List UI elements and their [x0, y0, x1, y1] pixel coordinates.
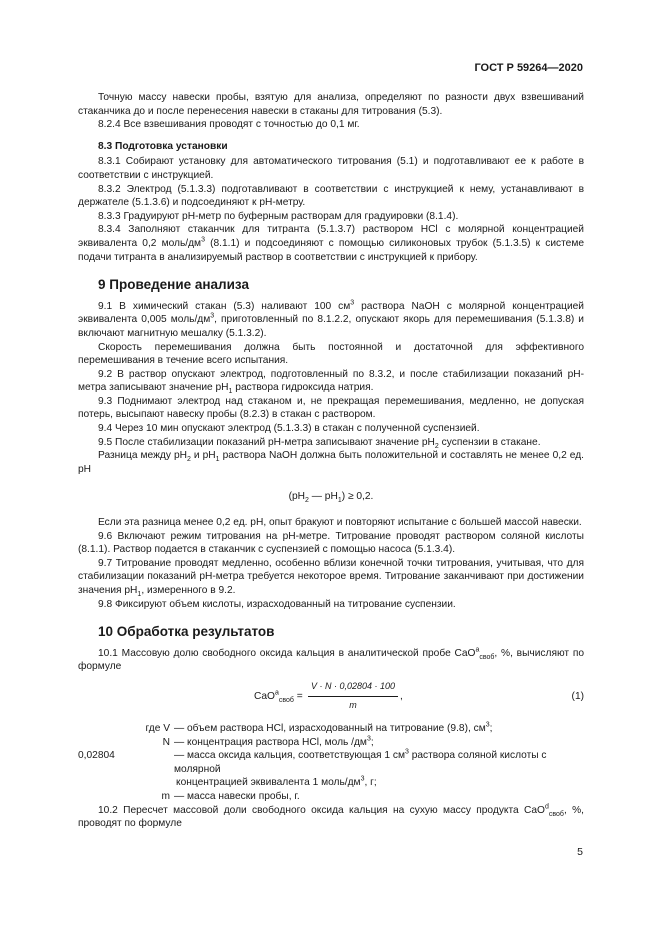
definition-row: [78, 790, 584, 804]
text: 10.2 Пересчет массовой доли свободного оксида кальция на сухую массу продукта CaO: [98, 804, 545, 816]
text: ;: [370, 736, 374, 748]
paragraph: [78, 449, 584, 476]
superscript: а: [475, 646, 480, 654]
subscript: своб: [548, 810, 564, 818]
superscript: 3: [404, 748, 409, 756]
paragraph: [78, 647, 584, 674]
definition-row: [37, 749, 584, 776]
section-title: 9 Проведение анализа: [98, 277, 249, 293]
page-number: 5: [577, 846, 583, 858]
text: 9.8 Фиксируют объем кислоты, израсходованный на титрование суспензии.: [98, 598, 456, 610]
text: 9.4 Через 10 мин опускают электрод (5.1.3.3) в стакан с полученной суспензией.: [98, 423, 480, 435]
text: 8.3.2 Электрод (5.1.3.3) подготавливают в соответствии с инструкцией к нему, устанавливают в держателе (5.1.3.6) и подсоединяют к рН-метру.: [78, 183, 584, 209]
text: раствора NaOH с молярной концентрацией эквивалента 0,005 моль/дм: [78, 300, 584, 326]
definition-symbol: N: [162, 736, 170, 748]
superscript: 3: [201, 236, 205, 244]
paragraph: [78, 598, 584, 612]
text: 8.3.1 Собирают установку для автоматического титрования (5.1) и подготавливают ее к работе в соответствии с инструкцией.: [78, 156, 584, 181]
definition-symbol: где V: [145, 722, 170, 734]
text: суспензии в стакане.: [438, 436, 541, 448]
subscript: 1: [137, 591, 142, 599]
definition-symbol: m: [161, 790, 170, 802]
text: и рН: [190, 450, 216, 462]
text: — рН: [308, 491, 338, 503]
paragraph: [78, 395, 584, 422]
text: (8.1.1) и подсоединяют с помощью силиконовых трубок (5.1.3.5) к системе подачи титранта в анализируемый раствор в соответствии с инструкцией к прибору.: [78, 237, 584, 263]
text: 9.6 Включают режим титрования на рН-метре. Титрование проводят раствором соляной кислоты (8.1.1). Раствор подается в стаканчик с суспензией с помощью насоса (5.1.3.4).: [78, 530, 584, 556]
subscript: своб: [479, 653, 495, 661]
paragraph: [78, 436, 584, 450]
paragraph: [78, 155, 584, 182]
superscript: 3: [485, 721, 490, 729]
text: 10.1 Массовую долю свободного оксида кальция в аналитической пробе CaO: [98, 647, 476, 659]
content: [78, 91, 584, 831]
text: 8.3.4 Заполняют стаканчик для титранта (5.1.3.7) раствором HCl с молярной концентрацией эквивалента 0,2 моль/дм: [78, 224, 584, 249]
equation-1: [78, 680, 584, 716]
section-title: 10 Обработка результатов: [98, 624, 275, 640]
equation-fraction: [308, 680, 398, 712]
text: , измеренного в 9.2.: [141, 585, 236, 596]
text: ;: [489, 722, 493, 734]
paragraph: [78, 341, 584, 368]
variable-definitions: [78, 722, 584, 804]
text: — объем раствора HCl, израсходованный на титрование (9.8), см: [174, 722, 486, 734]
subsection-title: 8.3 Подготовка установки: [98, 140, 228, 152]
subscript: 2: [305, 497, 309, 505]
subscript: 2: [434, 442, 439, 450]
superscript: d: [544, 803, 549, 811]
text: , %, проводят по формуле: [78, 804, 584, 830]
superscript: 3: [350, 299, 355, 307]
text: 9.1 В химический стакан (5.3) наливают 100 см: [98, 300, 351, 312]
definition-symbol: 0,02804: [78, 750, 115, 762]
paragraph: [78, 557, 584, 598]
paragraph: [78, 118, 584, 132]
text: 8.3.3 Градуируют рН-метр по буферным растворам для градуировки (8.1.4).: [98, 210, 459, 222]
subscript: 1: [337, 497, 342, 505]
text: раствора NaOH должна быть положительной и составлять не менее 0,2 ед. рН: [78, 450, 584, 475]
paragraph: [78, 530, 584, 557]
text: концентрацией эквивалента 1 моль/дм: [176, 777, 361, 789]
paragraph: [78, 368, 584, 395]
subscript: 1: [228, 388, 233, 396]
equation-lhs: [254, 690, 303, 704]
fraction-denominator: m: [349, 699, 357, 710]
subscript: 1: [215, 456, 220, 464]
text: Разница между рН: [98, 450, 187, 462]
equation-comma: ,: [400, 690, 403, 702]
superscript: а: [274, 689, 279, 697]
definition-text: — масса навески пробы, г.: [174, 790, 300, 802]
fraction-numerator: V · N · 0,02804 · 100: [308, 680, 398, 697]
superscript: 3: [210, 312, 215, 320]
subscript: своб: [278, 697, 294, 704]
text: — масса оксида кальция, соответствующая 1 см: [174, 750, 405, 762]
definition-row: [78, 722, 584, 736]
text: 9.2 В раствор опускают электрод, подготовленный по 8.3.2, и после стабилизации показаний рН-метра записывают значение рН: [78, 368, 584, 394]
paragraph: [78, 422, 584, 436]
definition-continuation: [78, 776, 584, 790]
paragraph: [78, 91, 584, 118]
text: CaO: [254, 690, 275, 702]
paragraph: [78, 183, 584, 210]
text: Если эта разница менее 0,2 ед. рН, опыт бракуют и повторяют испытание с большей массой навески.: [98, 517, 582, 529]
text: 9.5 После стабилизации показаний рН-метра записывают значение рН: [98, 436, 435, 448]
paragraph: [78, 223, 584, 264]
equation-number: (1): [571, 690, 584, 702]
paragraph: [78, 804, 584, 831]
definition-text: [174, 722, 584, 736]
text: =: [293, 690, 303, 702]
text: 9.7 Титрование проводят медленно, особенно вблизи конечной точки титрования, учитывая, что для стабилизации показаний рН-метра требуется некоторое время. Титрование заканчивают при достижении значения рН: [78, 557, 584, 596]
text: Точную массу навески пробы, взятую для анализа, определяют по разности двух взвешиваний стаканчика до и после перенесения навески в стаканы для титрования (5.3).: [78, 92, 584, 117]
paragraph: [78, 516, 584, 530]
text: 9.3 Поднимают электрод над стаканом и, не прекращая перемешивания, медленно, не допуская потерь, высыпают навеску пробы (8.2.3) в стакан с раствором.: [78, 395, 584, 421]
text: раствора гидроксида натрия.: [232, 382, 374, 394]
standard-header: ГОСТ Р 59264—2020: [474, 62, 583, 74]
text: Скорость перемешивания должна быть постоянной и достаточной для эффективного перемешивания в течение всего испытания.: [78, 341, 584, 367]
definition-text: [174, 749, 584, 776]
text: — концентрация раствора HCl, моль /дм: [174, 736, 367, 748]
superscript: 3: [366, 735, 371, 743]
text: 8.2.4 Все взвешивания проводят с точностью до 0,1 мг.: [98, 119, 360, 131]
definition-text: [174, 736, 584, 750]
definition-row: [78, 736, 584, 750]
text: , г;: [364, 777, 377, 789]
paragraph: [78, 210, 584, 224]
subscript: 2: [186, 456, 191, 464]
text: , приготовленный по 8.1.2.2, опускают якорь для перемешивания (5.1.3.8) и включают магнитную мешалку (5.1.3.2).: [78, 314, 584, 339]
text: (рН: [288, 491, 306, 503]
text: раствора соляной кислоты с молярной: [174, 750, 547, 775]
inequality-formula: [78, 490, 584, 504]
text: ) ≥ 0,2.: [341, 491, 374, 503]
paragraph: [78, 300, 584, 341]
text: , %, вычисляют по формуле: [78, 647, 584, 673]
superscript: 3: [360, 775, 365, 783]
